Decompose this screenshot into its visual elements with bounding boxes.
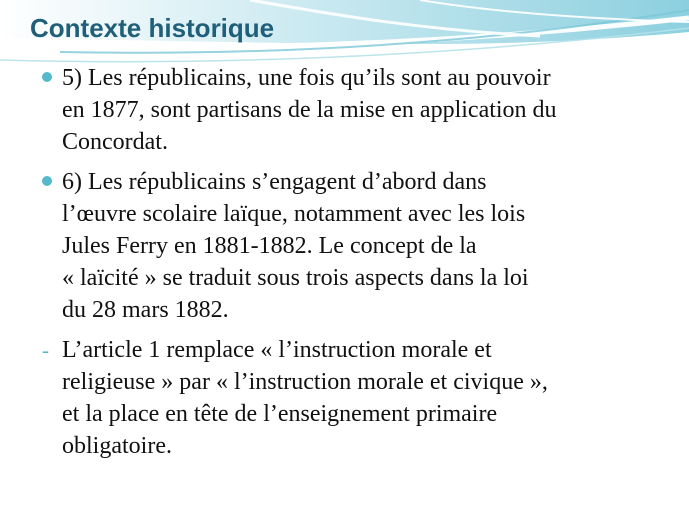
bullet-dot-icon [42, 176, 52, 186]
bullet-item-1 [40, 62, 670, 158]
bullet-item-2 [40, 166, 670, 326]
bullet-text-line: L’article 1 remplace « l’instruction morale et [62, 337, 492, 363]
bullet-text-line: 6) Les républicains s’engagent d’abord dans [62, 169, 487, 195]
bullet-text-line: Concordat. [62, 129, 168, 155]
dash-bullet-icon: - [42, 338, 49, 362]
bullet-text-line: l’œuvre scolaire laïque, notamment avec les lois [62, 201, 526, 227]
bullet-text-line: Jules Ferry en 1881-1882. Le concept de la [62, 233, 477, 259]
bullet-list [40, 62, 670, 470]
bullet-text-line: « laïcité » se traduit sous trois aspects dans la loi [62, 265, 529, 291]
bullet-text-line: religieuse » par « l’instruction morale et civique », [62, 369, 548, 395]
slide-title: Contexte historique [30, 13, 275, 43]
bullet-text-line: 5) Les républicains, une fois qu’ils sont au pouvoir [62, 65, 551, 91]
bullet-dot-icon [42, 72, 52, 82]
bullet-text-line: du 28 mars 1882. [62, 297, 229, 323]
bullet-text-line: obligatoire. [62, 433, 172, 459]
bullet-text-line: et la place en tête de l’enseignement primaire [62, 401, 498, 427]
bullet-text-line: en 1877, sont partisans de la mise en application du [62, 97, 557, 123]
bullet-item-3 [40, 334, 670, 462]
